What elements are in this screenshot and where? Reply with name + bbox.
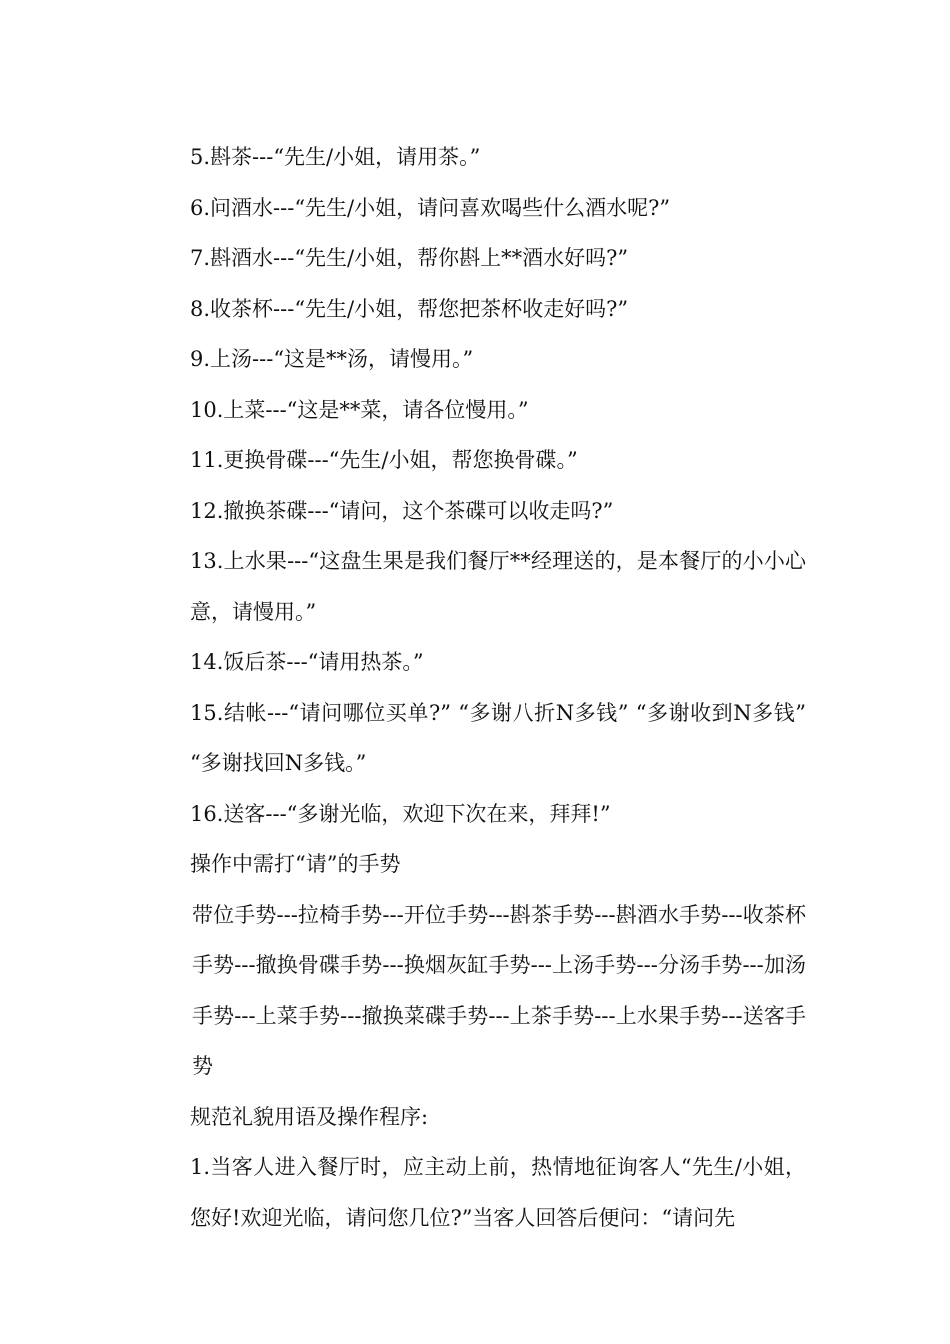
paragraph-item-15: 15.结帐---“请问哪位买单?” “多谢八折N多钱” “多谢收到N多钱” “多谢找回N多钱。” (190, 700, 806, 775)
procedure-heading: 规范礼貌用语及操作程序: (190, 1104, 429, 1129)
line-item-8: 8.收茶杯---“先生/小姐，帮您把茶杯收走好吗?” (190, 296, 629, 321)
line-item-11: 11.更换骨碟---“先生/小姐，帮您换骨碟。” (190, 448, 578, 472)
procedure-step-1: 1.当客人进入餐厅时，应主动上前，热情地征询客人“先生/小姐，您好!欢迎光临，请问您几位?”当客人回答后便问：“请问先 (190, 1155, 806, 1230)
gesture-list: 带位手势---拉椅手势---开位手势---斟茶手势---斟酒水手势---收茶杯手势---撤换骨碟手势---换烟灰缸手势---上汤手势---分汤手势---加汤手势---上菜手势---撤换菜碟手势---上茶手势---上水果手势---送客手势 (192, 902, 806, 1078)
document-body (144, 132, 806, 1243)
line-item-5: 5.斟茶---“先生/小姐，请用茶。” (190, 145, 481, 169)
gesture-heading: 操作中需打“请”的手势 (190, 852, 401, 876)
line-item-16: 16.送客---“多谢光临，欢迎下次在来，拜拜!” (190, 801, 611, 826)
line-item-12: 12.撤换茶碟---“请问，这个茶碟可以收走吗?” (190, 498, 614, 523)
paragraph-item-13: 13.上水果---“这盘生果是我们餐厅**经理送的，是本餐厅的小小心意，请慢用。” (190, 549, 806, 624)
line-item-14: 14.饭后茶---“请用热茶。” (190, 650, 424, 674)
line-item-10: 10.上菜---“这是**菜，请各位慢用。” (190, 397, 529, 422)
line-item-7: 7.斟酒水---“先生/小姐，帮你斟上**酒水好吗?” (190, 246, 629, 270)
line-item-9: 9.上汤---“这是**汤，请慢用。” (190, 347, 474, 371)
line-item-6: 6.问酒水---“先生/小姐，请问喜欢喝些什么酒水呢?” (190, 195, 671, 220)
